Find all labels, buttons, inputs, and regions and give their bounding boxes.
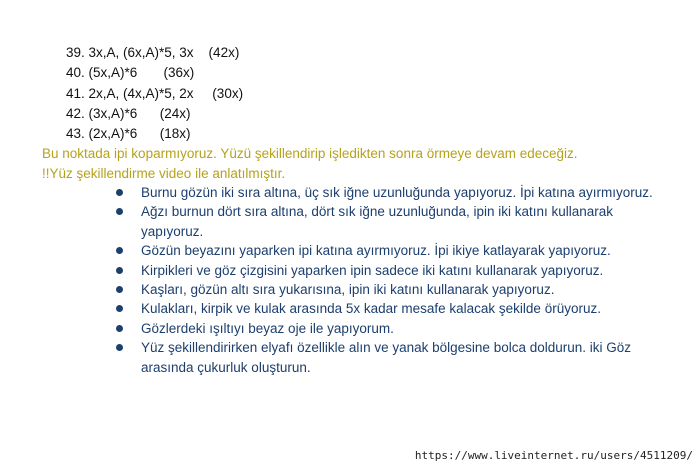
bullet-dot-icon bbox=[116, 247, 123, 254]
bullet-text-ears: Kulakları, kirpik ve kulak arasında 5x kadar mesafe kalacak şekilde örüyoruz. bbox=[141, 301, 601, 317]
bullet-text-eyebrows: Kaşları, gözün altı sıra yukarısına, ipin iki katını kullanarak yapıyoruz. bbox=[141, 282, 555, 298]
bullet-text-mouth: Ağzı burnun dört sıra altına, dört sık iğne uzunluğunda, ipin iki katını kullanarak yapıyoruz. bbox=[141, 204, 614, 239]
bullet-dot-icon bbox=[116, 267, 123, 274]
bullet-dot-icon bbox=[116, 344, 123, 351]
bullet-text-stuffing: Yüz şekillendirirken elyafı özellikle alın ve yanak bölgesine bolca doldurun. iki Göz arasında çukurluk oluşturun. bbox=[141, 340, 632, 375]
pattern-row-42: 42. (3x,A)*6 (24x) bbox=[66, 105, 191, 121]
note-no-cut-yarn: Bu noktada ipi koparmıyoruz. Yüzü şekillendirip işledikten sonra örmeye devam edeceğiz. bbox=[42, 146, 578, 161]
note-video-reference: !!Yüz şekillendirme video ile anlatılmıştır. bbox=[42, 166, 286, 181]
bullet-dot-icon bbox=[116, 208, 123, 215]
source-url-link[interactable]: https://www.liveinternet.ru/users/4511209/ bbox=[414, 449, 693, 462]
list-item bbox=[116, 319, 676, 338]
face-shaping-instructions bbox=[116, 183, 676, 377]
bullet-dot-icon bbox=[116, 189, 123, 196]
pattern-row-39: 39. 3x,A, (6x,A)*5, 3x (42x) bbox=[66, 45, 240, 60]
list-item bbox=[116, 202, 676, 241]
bullet-dot-icon bbox=[116, 286, 123, 293]
list-item bbox=[116, 338, 676, 377]
bullet-dot-icon bbox=[116, 325, 123, 332]
list-item bbox=[116, 299, 676, 318]
pattern-row-41: 41. 2x,A, (4x,A)*5, 2x (30x) bbox=[66, 85, 244, 101]
pattern-row-43: 43. (2x,A)*6 (18x) bbox=[66, 126, 191, 142]
bullet-text-eye-white: Gözün beyazını yaparken ipi katına ayırmıyoruz. İpi ikiye katlayarak yapıyoruz. bbox=[141, 243, 611, 259]
bullet-text-eyelashes: Kirpikleri ve göz çizgisini yaparken ipin sadece iki katını kullanarak yapıyoruz. bbox=[141, 262, 604, 278]
pattern-row-40: 40. (5x,A)*6 (36x) bbox=[66, 65, 195, 81]
bullet-dot-icon bbox=[116, 305, 123, 312]
list-item bbox=[116, 241, 676, 260]
pattern-rows bbox=[66, 43, 243, 144]
bullet-text-eye-sparkle: Gözlerdeki ışıltıyı beyaz oje ile yapıyorum. bbox=[141, 320, 394, 336]
bullet-text-nose: Burnu gözün iki sıra altına, üç sık iğne uzunluğunda yapıyoruz. İpi katına ayırmıyoruz. bbox=[141, 185, 653, 200]
list-item bbox=[116, 280, 676, 299]
list-item bbox=[116, 183, 676, 202]
list-item bbox=[116, 261, 676, 280]
